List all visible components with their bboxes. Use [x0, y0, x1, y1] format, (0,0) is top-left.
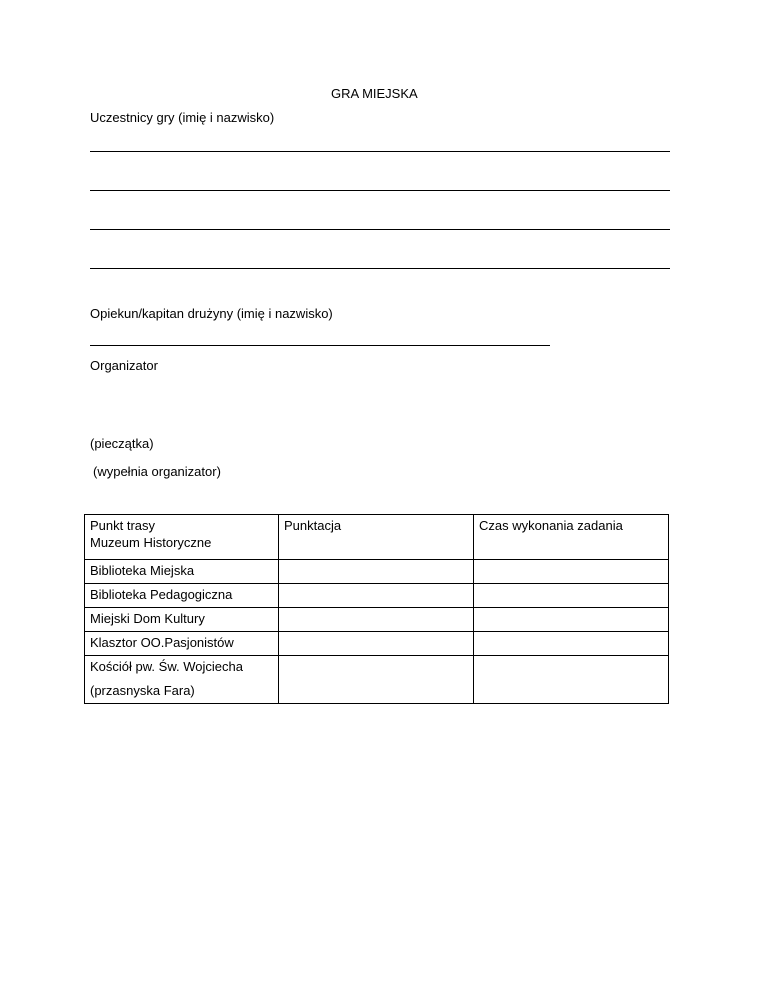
time-cell[interactable] [474, 656, 669, 704]
table-row [85, 515, 669, 560]
table-row [85, 608, 669, 632]
route-point: Kościół pw. Św. Wojciecha [90, 659, 243, 674]
filled-by-label: (wypełnia organizator) [93, 464, 221, 479]
stamp-label: (pieczątka) [90, 436, 154, 451]
header-point: Punkt trasy [90, 518, 156, 533]
route-point: Miejski Dom Kultury [85, 608, 279, 632]
captain-line[interactable] [90, 345, 550, 346]
route-point: Klasztor OO.Pasjonistów [85, 632, 279, 656]
route-table [84, 514, 669, 704]
time-cell[interactable] [474, 632, 669, 656]
score-cell[interactable] [279, 560, 474, 584]
participant-line-4[interactable] [90, 268, 670, 269]
route-point: Muzeum Historyczne [90, 535, 212, 550]
time-cell[interactable] [474, 584, 669, 608]
captain-label: Opiekun/kapitan drużyny (imię i nazwisko) [90, 306, 333, 321]
route-point-note: (przasnyska Fara) [90, 683, 195, 698]
table-row [85, 632, 669, 656]
score-cell[interactable] [279, 656, 474, 704]
participants-label: Uczestnicy gry (imię i nazwisko) [90, 110, 275, 125]
table-row [85, 656, 669, 704]
table-row [85, 560, 669, 584]
score-cell[interactable] [279, 632, 474, 656]
participant-line-2[interactable] [90, 190, 670, 191]
score-cell[interactable] [279, 584, 474, 608]
cell-point [85, 515, 279, 560]
route-point: Biblioteka Pedagogiczna [85, 584, 279, 608]
header-score: Punktacja [279, 515, 474, 560]
table-row [85, 584, 669, 608]
time-cell[interactable] [474, 560, 669, 584]
participant-line-1[interactable] [90, 151, 670, 152]
score-cell[interactable] [279, 608, 474, 632]
participant-line-3[interactable] [90, 229, 670, 230]
route-point: Biblioteka Miejska [85, 560, 279, 584]
page-title: GRA MIEJSKA [331, 86, 418, 101]
time-cell[interactable] [474, 608, 669, 632]
header-time: Czas wykonania zadania [474, 515, 669, 560]
cell-point [85, 656, 279, 704]
organizer-label: Organizator [90, 358, 158, 373]
